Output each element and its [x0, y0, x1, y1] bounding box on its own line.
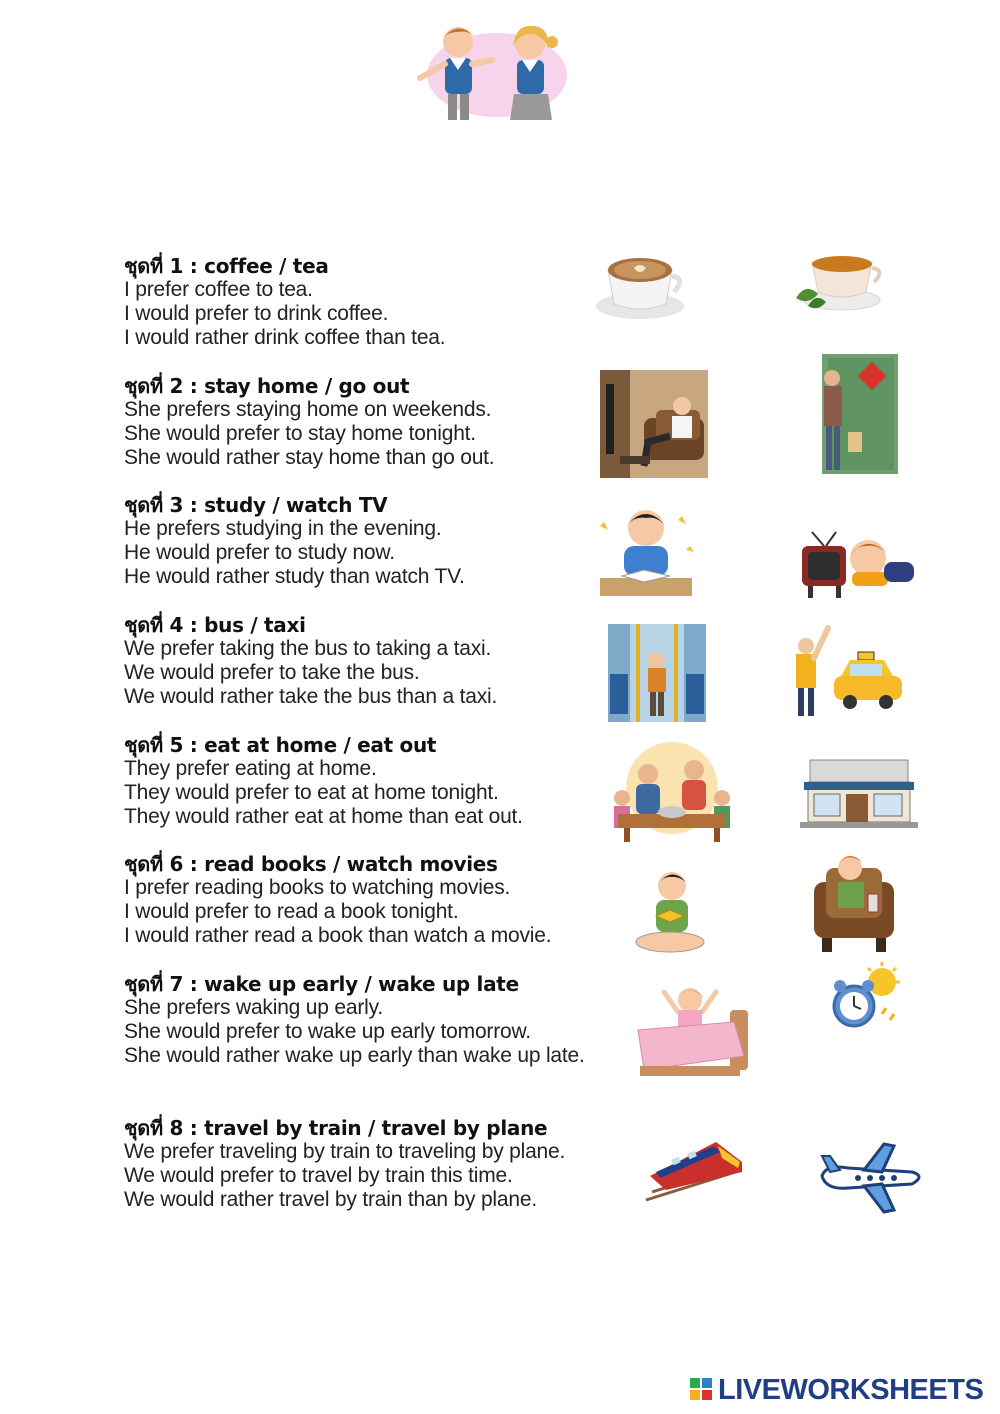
sentence-line: I would prefer to drink coffee.: [124, 302, 389, 325]
tea-cup-icon: [790, 244, 884, 316]
sentence-line: She would rather wake up early than wake up late.: [124, 1044, 585, 1067]
sentence-line: He prefers studying in the evening.: [124, 517, 442, 540]
sentence-line: We would rather take the bus than a taxi.: [124, 685, 498, 708]
liveworksheets-brand: LIVEWORKSHEETS: [718, 1373, 984, 1406]
sentence-line: She prefers waking up early.: [124, 996, 383, 1019]
bus-interior-icon: [608, 624, 706, 722]
reading-book-icon: [634, 866, 706, 954]
watching-movie-icon: [810, 848, 900, 954]
sentence-line: I prefer reading books to watching movies.: [124, 876, 511, 899]
watching-tv-icon: [800, 528, 916, 600]
sentence-line: They prefer eating at home.: [124, 757, 377, 780]
set-title: ชุดที่ 4 : bus / taxi: [124, 613, 306, 637]
sentence-line: I would rather read a book than watch a movie.: [124, 924, 552, 947]
family-dinner-icon: [608, 740, 736, 844]
sentence-line: He would prefer to study now.: [124, 541, 395, 564]
set-6: [124, 852, 624, 948]
stay-home-icon: [600, 370, 708, 478]
set-title: ชุดที่ 2 : stay home / go out: [124, 374, 410, 398]
studying-boy-icon: [594, 502, 698, 600]
restaurant-icon: [800, 754, 918, 828]
set-5: [124, 733, 624, 829]
sentence-line: They would prefer to eat at home tonight.: [124, 781, 499, 804]
set-1: [124, 254, 624, 350]
sentence-line: She would prefer to stay home tonight.: [124, 422, 476, 445]
set-title: ชุดที่ 1 : coffee / tea: [124, 254, 329, 278]
sentence-line: They would rather eat at home than eat out.: [124, 805, 523, 828]
set-7: [124, 972, 624, 1068]
sentence-line: She prefers staying home on weekends.: [124, 398, 492, 421]
sentence-line: She would prefer to wake up early tomorrow.: [124, 1020, 531, 1043]
sentence-line: We prefer taking the bus to taking a taxi.: [124, 637, 492, 660]
set-4: [124, 613, 624, 709]
set-2: [124, 374, 624, 470]
coffee-cup-icon: [594, 248, 690, 324]
sentence-line: He would rather study than watch TV.: [124, 565, 465, 588]
sentence-line: She would rather stay home than go out.: [124, 446, 495, 469]
two-students-talking-icon: [412, 20, 572, 126]
set-title: ชุดที่ 7 : wake up early / wake up late: [124, 972, 519, 996]
sentence-line: I prefer coffee to tea.: [124, 278, 313, 301]
set-8: [124, 1116, 624, 1212]
airplane-icon: [818, 1142, 928, 1216]
set-title: ชุดที่ 3 : study / watch TV: [124, 493, 388, 517]
go-out-door-icon: [818, 352, 900, 478]
wake-up-bed-icon: [634, 982, 752, 1080]
sentence-line: I would prefer to read a book tonight.: [124, 900, 459, 923]
train-icon: [642, 1132, 746, 1202]
sentence-line: We would prefer to travel by train this time.: [124, 1164, 513, 1187]
taxi-icon: [790, 618, 906, 718]
set-title: ชุดที่ 6 : read books / watch movies: [124, 852, 498, 876]
sentence-line: I would rather drink coffee than tea.: [124, 326, 446, 349]
liveworksheets-logo: [690, 1374, 983, 1406]
set-title: ชุดที่ 8 : travel by train / travel by plane: [124, 1116, 548, 1140]
sentence-line: We would prefer to take the bus.: [124, 661, 420, 684]
set-title: ชุดที่ 5 : eat at home / eat out: [124, 733, 437, 757]
sentence-line: We prefer traveling by train to traveling by plane.: [124, 1140, 566, 1163]
alarm-clock-sun-icon: [828, 962, 904, 1034]
set-3: [124, 493, 624, 589]
sentence-line: We would rather travel by train than by plane.: [124, 1188, 537, 1211]
liveworksheets-logo-icon: [690, 1378, 714, 1402]
